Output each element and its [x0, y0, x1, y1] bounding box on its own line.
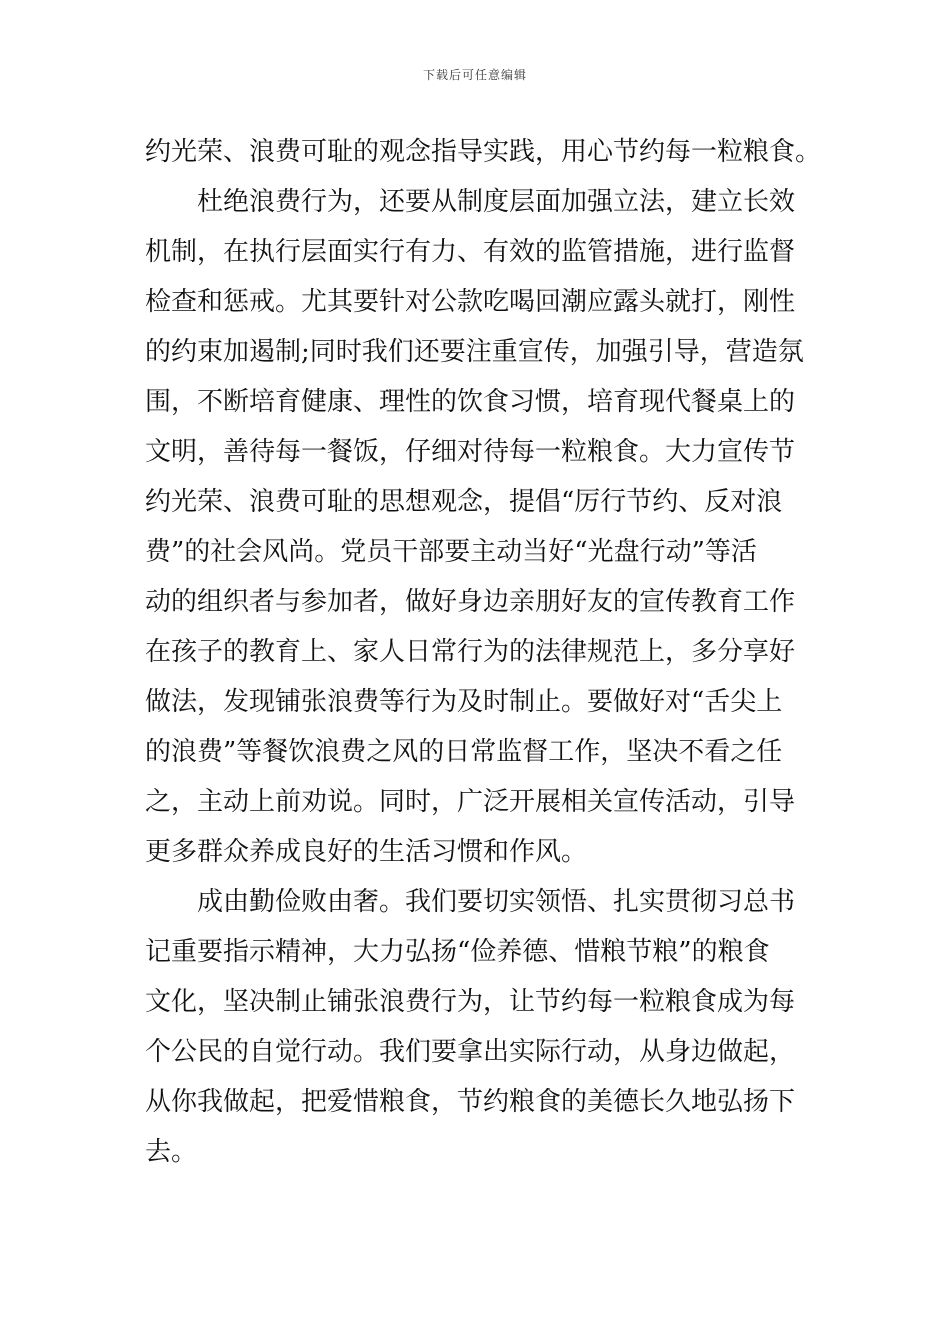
text-line: 记重要指示精神，大力弘扬“俭养德、惜粮节粮”的粮食 [145, 937, 770, 967]
page-header-note: 下载后可任意编辑 [422, 68, 527, 82]
text-line: 文明，善待每一餐饭，仔细对待每一粒粮食。大力宣传节 [145, 437, 796, 467]
text-line: 从你我做起，把爱惜粮食，节约粮食的美德长久地弘扬下 [145, 1087, 796, 1117]
text-line: 更多群众养成良好的生活习惯和作风。 [145, 837, 588, 867]
text-line: 做法，发现铺张浪费等行为及时制止。要做好对“舌尖上 [145, 687, 783, 717]
text-line: 成由勤俭败由奢。我们要切实领悟、扎实贯彻习总书 [197, 887, 796, 917]
text-line: 约光荣、浪费可耻的思想观念，提倡“厉行节约、反对浪 [145, 487, 783, 517]
text-line: 检查和惩戒。尤其要针对公款吃喝回潮应露头就打，刚性 [145, 287, 796, 317]
body-text [145, 127, 822, 1177]
text-line: 约光荣、浪费可耻的观念指导实践，用心节约每一粒粮食。 [145, 137, 822, 167]
text-line: 费”的社会风尚。党员干部要主动当好“光盘行动”等活 [145, 537, 757, 567]
text-line: 动的组织者与参加者，做好身边亲朋好友的宣传教育工作 [145, 587, 796, 617]
text-line: 去。 [145, 1137, 198, 1167]
text-line: 个公民的自觉行动。我们要拿出实际行动，从身边做起， [145, 1037, 796, 1067]
text-line: 的浪费”等餐饮浪费之风的日常监督工作，坚决不看之任 [145, 737, 783, 767]
text-line: 之，主动上前劝说。同时，广泛开展相关宣传活动，引导 [145, 787, 796, 817]
text-line: 的约束加遏制;同时我们还要注重宣传，加强引导，营造氛 [145, 337, 804, 367]
text-line: 杜绝浪费行为，还要从制度层面加强立法，建立长效 [197, 187, 796, 217]
text-line: 围，不断培育健康、理性的饮食习惯，培育现代餐桌上的 [145, 387, 796, 417]
text-line: 在孩子的教育上、家人日常行为的法律规范上，多分享好 [145, 637, 796, 667]
text-line: 机制，在执行层面实行有力、有效的监管措施，进行监督 [145, 237, 796, 267]
text-line: 文化，坚决制止铺张浪费行为，让节约每一粒粮食成为每 [145, 987, 796, 1017]
